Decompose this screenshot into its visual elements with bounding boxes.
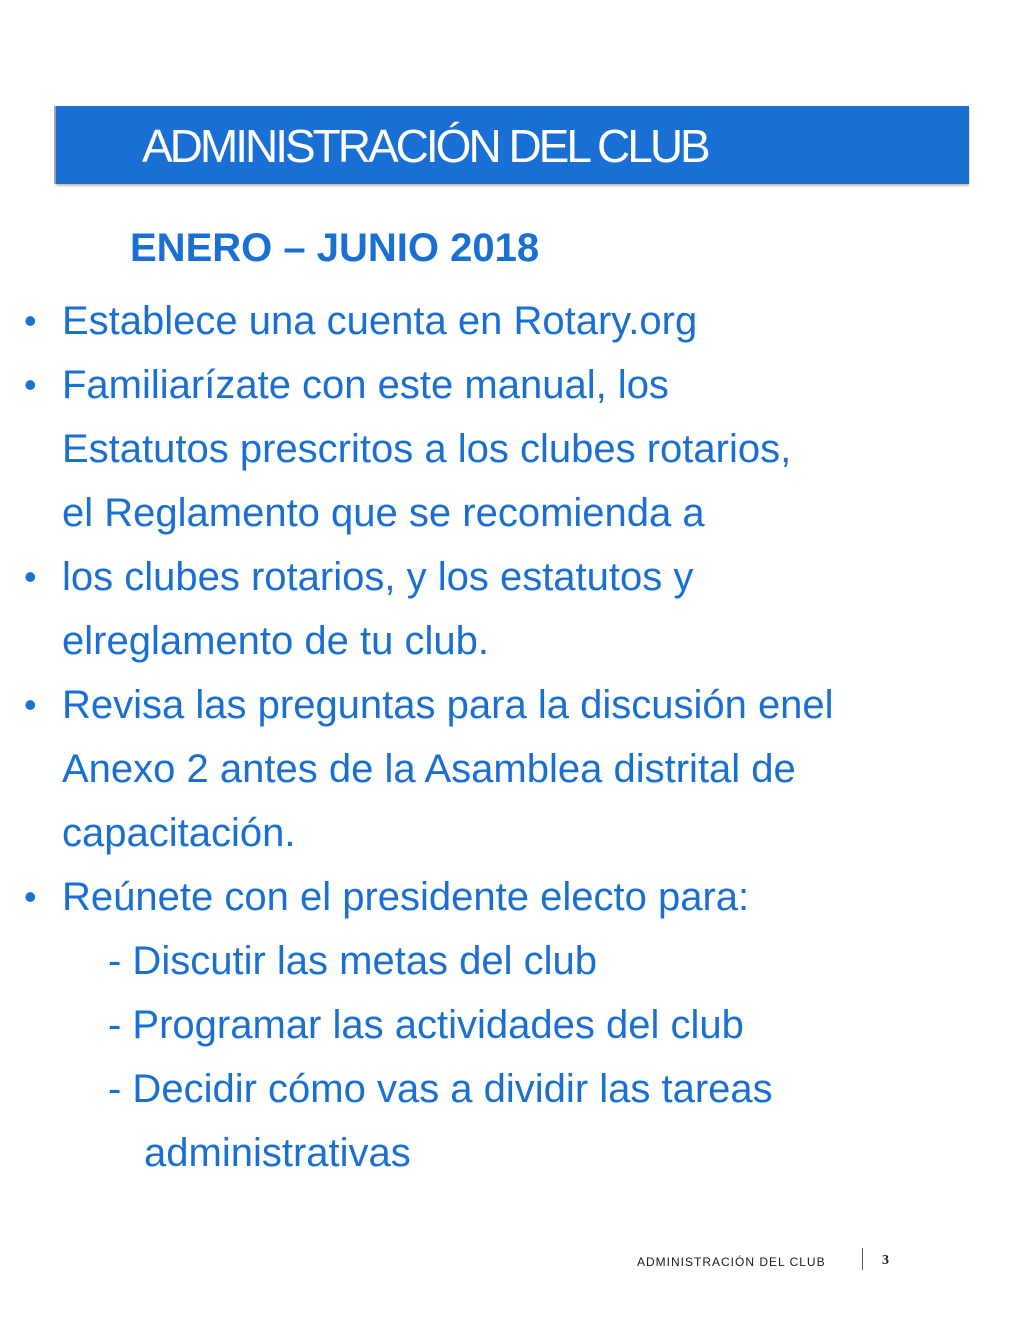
- page-title: ADMINISTRACIÓN DEL CLUB: [142, 120, 708, 172]
- sub-item-text: - Decidir cómo vas a dividir las tareas: [108, 1067, 773, 1111]
- bullet-icon: •: [24, 876, 37, 917]
- list-item: [0, 289, 1024, 353]
- footer-label: ADMINISTRACIÓN DEL CLUB: [637, 1255, 826, 1269]
- list-item: [0, 545, 1024, 609]
- date-range-heading: ENERO – JUNIO 2018: [130, 226, 540, 270]
- list-item: [0, 673, 1024, 737]
- list-item-text: el Reglamento que se recomienda a: [62, 491, 705, 535]
- sub-item: [0, 993, 1024, 1057]
- checklist-body: [0, 289, 1024, 1185]
- bullet-icon: •: [24, 556, 37, 597]
- list-item-text: Revisa las preguntas para la discusión enel: [62, 683, 834, 727]
- page-number: 3: [882, 1253, 889, 1268]
- list-item-text: Familiarízate con este manual, los: [62, 363, 669, 407]
- list-item-continuation: [0, 481, 1024, 545]
- list-item-text: Anexo 2 antes de la Asamblea distrital de: [62, 747, 796, 791]
- list-item-continuation: [0, 801, 1024, 865]
- sub-item: [0, 1057, 1024, 1121]
- bullet-icon: •: [24, 364, 37, 405]
- list-item-continuation: [0, 609, 1024, 673]
- list-item-text: Reúnete con el presidente electo para:: [62, 875, 750, 919]
- bullet-icon: •: [24, 684, 37, 725]
- list-item-text: capacitación.: [62, 811, 296, 855]
- list-item-continuation: [0, 417, 1024, 481]
- sub-item-text: - Discutir las metas del club: [108, 939, 598, 983]
- list-item-text: Estatutos prescritos a los clubes rotarios,: [62, 427, 792, 471]
- list-item: [0, 865, 1024, 929]
- list-item-text: los clubes rotarios, y los estatutos y: [62, 555, 694, 599]
- bullet-icon: •: [24, 300, 37, 341]
- list-item-continuation: [0, 737, 1024, 801]
- list-item-text: elreglamento de tu club.: [62, 619, 489, 663]
- list-item-text: Establece una cuenta en Rotary.org: [62, 299, 698, 343]
- sub-item-text: - Programar las actividades del club: [108, 1003, 744, 1047]
- sub-item-text: administrativas: [144, 1131, 411, 1175]
- footer-divider: [862, 1248, 863, 1270]
- list-item: [0, 353, 1024, 417]
- sub-item-continuation: [0, 1121, 1024, 1185]
- sub-item: [0, 929, 1024, 993]
